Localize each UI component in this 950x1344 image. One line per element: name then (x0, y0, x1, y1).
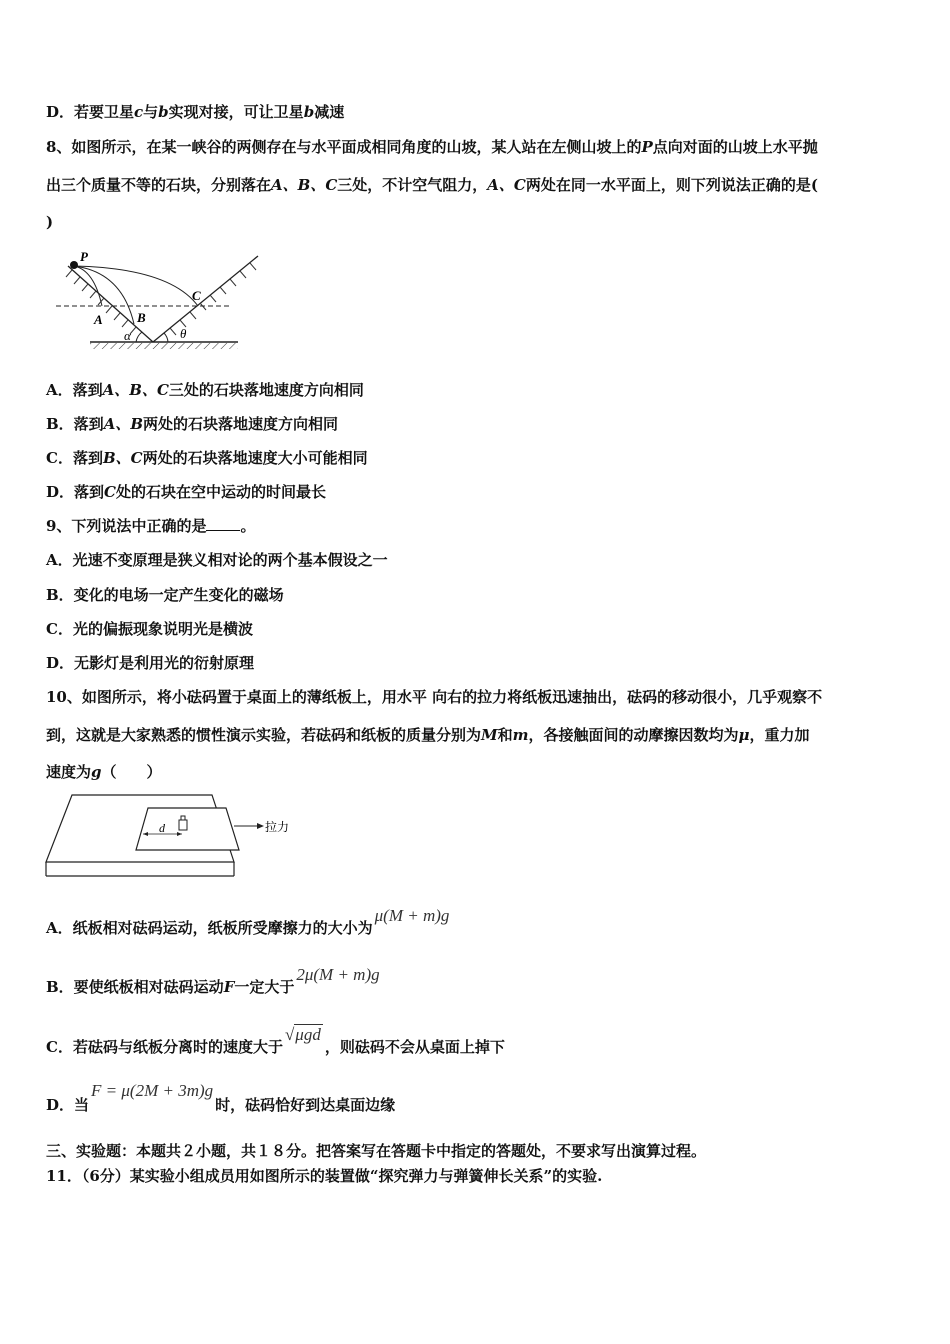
q10-stem-line2: 到，这就是大家熟悉的惯性演示实验，若砝码和纸板的质量分别为M和m，各接触面间的动摩擦因数均为μ，重力加 (46, 726, 810, 744)
section3-heading: 三、实验题：本题共２小题，共１８分。把答案写在答题卡中指定的答题处，不要求写出演算过程。 (46, 1142, 707, 1160)
label-p: P (80, 249, 88, 264)
q8-stem-line2: 出三个质量不等的石块，分别落在A、B、C三处，不计空气阻力，A、C两处在同一水平面上，则下列说法正确的是( (46, 176, 818, 194)
label-b: B (137, 310, 146, 325)
q10-option-d: D．当F = μ(2M + 3m)g时，砝码恰好到达桌面边缘 (46, 1081, 396, 1114)
label-d: d (159, 821, 165, 835)
label-c: C (192, 288, 201, 303)
q11-stem: 11．（6分）某实验小组成员用如图所示的装置做“探究弹力与弹簧伸长关系”的实验. (46, 1167, 603, 1185)
q10-option-b: B．要使纸板相对砝码运动F一定大于2μ(M + m)g (46, 965, 380, 996)
label-a: A (94, 312, 103, 327)
q9-option-b: B．变化的电场一定产生变化的磁场 (46, 586, 284, 604)
q10-stem-line3: 速度为g（ ） (46, 763, 162, 781)
answer-blank (206, 516, 240, 531)
q9-stem: 9、下列说法中正确的是 。 (46, 517, 256, 535)
q9-option-d: D．无影灯是利用光的衍射原理 (46, 654, 255, 672)
q10-option-a: A．纸板相对砝码运动，纸板所受摩擦力的大小为μ(M + m)g (46, 906, 450, 937)
q10-option-c: C．若砝码与纸板分离时的速度大于√μgd，则砝码不会从桌面上掉下 (46, 1025, 505, 1056)
label-force: 拉力 (265, 820, 290, 834)
formula-b: 2μ(M + m)g (296, 965, 380, 984)
q9-option-a: A．光速不变原理是狭义相对论的两个基本假设之一 (46, 551, 388, 569)
q7-option-d: D．若要卫星c与b实现对接，可让卫星b减速 (46, 103, 345, 121)
q8-stem-line1: 8、如图所示，在某一峡谷的两侧存在与水平面成相同角度的山坡，某人站在左侧山坡上的P点向对面的山坡上水平抛 (46, 138, 818, 156)
label-alpha: α (124, 328, 131, 343)
q8-option-a: A．落到A、B、C三处的石块落地速度方向相同 (46, 381, 364, 399)
label-theta: θ (180, 326, 187, 341)
q10-table-figure (44, 792, 304, 882)
q8-option-d: D．落到C处的石块在空中运动的时间最长 (46, 483, 326, 501)
formula-a: μ(M + m)g (374, 906, 450, 925)
q8-option-c: C．落到B、C两处的石块落地速度大小可能相同 (46, 449, 368, 467)
q8-option-b: B．落到A、B两处的石块落地速度方向相同 (46, 415, 339, 433)
formula-d: F = μ(2M + 3m)g (91, 1081, 214, 1100)
formula-c: √μgd (284, 1025, 321, 1044)
q9-option-c: C．光的偏振现象说明光是横波 (46, 620, 253, 638)
q10-stem-line1: 10、如图所示，将小砝码置于桌面上的薄纸板上，用水平 向右的拉力将纸板迅速抽出，砝码的移动很小，几乎观察不 (46, 688, 823, 706)
q8-stem-line3: ) (46, 213, 54, 231)
q8-valley-figure (50, 248, 265, 353)
